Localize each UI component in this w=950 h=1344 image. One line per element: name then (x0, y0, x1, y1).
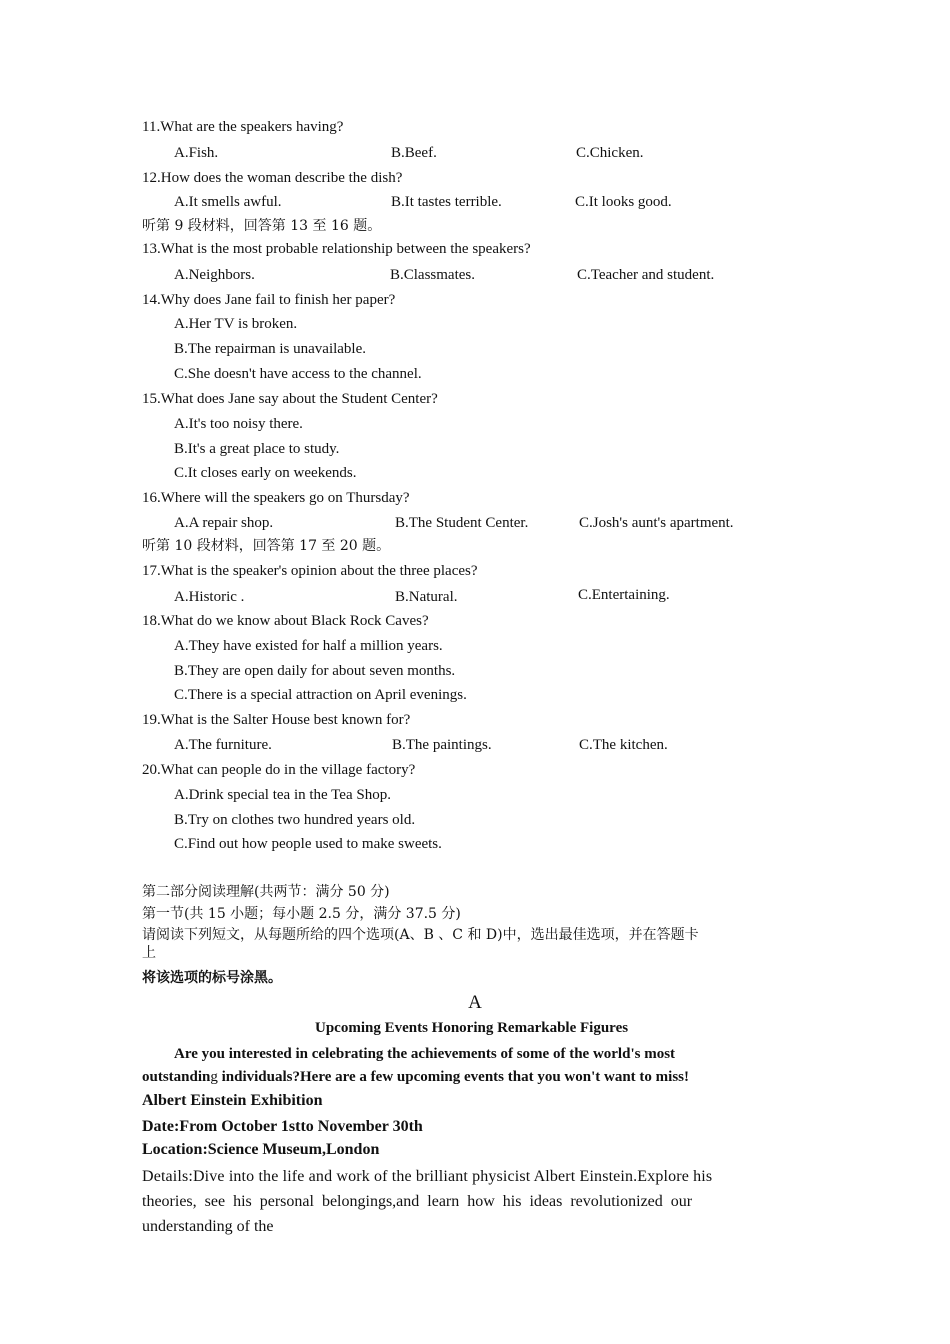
q14-option-a: A.Her TV is broken. (174, 316, 298, 332)
reading-instruction-line-2: 上 (142, 945, 156, 961)
passage-title: Upcoming Events Honoring Remarkable Figures (315, 1020, 629, 1036)
question-19: 19.What is the Salter House best known for? (142, 712, 411, 728)
question-20: 20.What can people do in the village factory? (142, 762, 416, 778)
event-details-line-3: understanding of the (142, 1218, 274, 1235)
intro-line-2 (142, 1067, 689, 1087)
passage-letter: A (468, 992, 482, 1013)
q19-option-c: C.The kitchen. (579, 737, 668, 753)
section-9-instruction: 听第 9 段材料，回答第 13 至 16 题。 (142, 218, 382, 234)
q17-option-b: B.Natural. (395, 589, 458, 605)
question-15: 15.What does Jane say about the Student Center? (142, 391, 438, 407)
q13-option-a: A.Neighbors. (174, 267, 255, 283)
q15-option-b: B.It's a great place to study. (174, 441, 340, 457)
q19-option-b: B.The paintings. (392, 737, 492, 753)
intro-line-1: Are you interested in celebrating the achievements of some of the world's most (174, 1046, 676, 1062)
event-location: Location:Science Museum,London (142, 1141, 380, 1158)
q15-option-c: C.It closes early on weekends. (174, 465, 357, 481)
q15-option-a: A.It's too noisy there. (174, 416, 303, 432)
q14-option-c: C.She doesn't have access to the channel. (174, 366, 422, 382)
q12-option-b: B.It tastes terrible. (391, 194, 502, 210)
q20-option-c: C.Find out how people used to make sweets. (174, 836, 442, 852)
event-details-line-1: Details:Dive into the life and work of the brilliant physicist Albert Einstein.Explore his (142, 1168, 713, 1185)
q11-option-c: C.Chicken. (576, 145, 644, 161)
q13-option-b: B.Classmates. (390, 267, 475, 283)
event-date: Date:From October 1stto November 30th (142, 1118, 423, 1135)
q16-option-c: C.Josh's aunt's apartment. (579, 515, 734, 531)
question-11: 11.What are the speakers having? (142, 119, 344, 135)
question-14: 14.Why does Jane fail to finish her paper? (142, 292, 396, 308)
question-18: 18.What do we know about Black Rock Caves? (142, 613, 429, 629)
section-one-title: 第一节(共 15 小题；每小题 2.5 分，满分 37.5 分) (142, 906, 461, 922)
q12-option-c: C.It looks good. (575, 194, 672, 210)
q18-option-c: C.There is a special attraction on April evenings. (174, 687, 467, 703)
intro-line-2-part-a: outstandin (142, 1069, 211, 1085)
q13-option-c: C.Teacher and student. (577, 267, 715, 283)
q20-option-a: A.Drink special tea in the Tea Shop. (174, 787, 391, 803)
question-17: 17.What is the speaker's opinion about the three places? (142, 563, 478, 579)
q18-option-b: B.They are open daily for about seven months. (174, 663, 456, 679)
question-13: 13.What is the most probable relationship between the speakers? (142, 241, 531, 257)
q17-option-c: C.Entertaining. (578, 587, 670, 603)
q16-option-a: A.A repair shop. (174, 515, 274, 531)
q20-option-b: B.Try on clothes two hundred years old. (174, 812, 416, 828)
q17-option-a: A.Historic . (174, 589, 245, 605)
q19-option-a: A.The furniture. (174, 737, 272, 753)
reading-instruction-bold: 将该选项的标号涂黑。 (142, 970, 282, 986)
question-16: 16.Where will the speakers go on Thursday? (142, 490, 410, 506)
q16-option-b: B.The Student Center. (395, 515, 529, 531)
event-name: Albert Einstein Exhibition (142, 1092, 323, 1109)
q11-option-b: B.Beef. (391, 145, 437, 161)
q14-option-b: B.The repairman is unavailable. (174, 341, 367, 357)
q11-option-a: A.Fish. (174, 145, 219, 161)
part-two-title: 第二部分阅读理解(共两节：满分 50 分) (142, 884, 390, 900)
q18-option-a: A.They have existed for half a million years. (174, 638, 443, 654)
event-details-line-2: theories, see his personal belongings,and learn how his ideas revolutionized our (142, 1193, 693, 1210)
reading-instruction-line-1: 请阅读下列短文，从每题所给的四个选项(A、B 、C 和 D)中，选出最佳选项，并在答题卡 (142, 927, 699, 943)
q12-option-a: A.It smells awful. (174, 194, 282, 210)
intro-line-2-part-c: individuals?Here are a few upcoming events that you won't want to miss! (217, 1069, 689, 1085)
question-12: 12.How does the woman describe the dish? (142, 170, 403, 186)
section-10-instruction: 听第 10 段材料，回答第 17 至 20 题。 (142, 538, 391, 554)
intro-line-2-part-b: g (210, 1069, 218, 1085)
